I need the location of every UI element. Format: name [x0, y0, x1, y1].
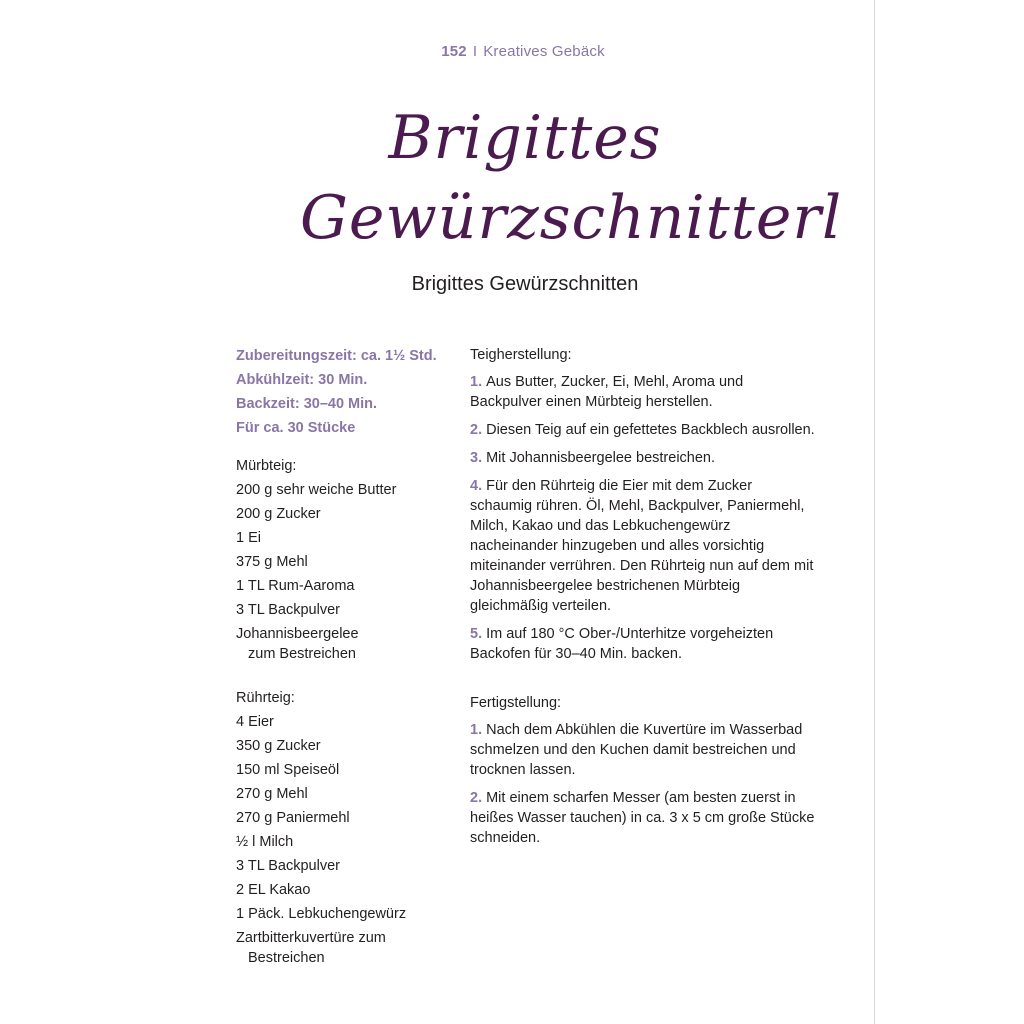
step-text: Aus Butter, Zucker, Ei, Mehl, Aroma und Backpulver einen Mürbteig herstellen. — [470, 374, 744, 410]
script-title-line1: Brigittes — [388, 103, 662, 173]
prep-time: Zubereitungszeit: ca. 1½ Std. — [236, 348, 437, 364]
chapter-title: Kreatives Gebäck — [483, 43, 605, 60]
instruction-step — [470, 624, 815, 664]
ingredient-item: 1 Ei — [236, 530, 261, 546]
teigherstellung-heading: Teigherstellung: — [470, 347, 572, 363]
ingredient-item: 150 ml Speiseöl — [236, 762, 340, 778]
step-number: 1. — [470, 374, 483, 390]
step-text: Mit einem scharfen Messer (am besten zuerst in heißes Wasser tauchen) in ca. 3 x 5 cm große Stücke schneiden. — [470, 790, 815, 846]
step-number: 1. — [470, 722, 483, 738]
ingredient-item: 3 TL Backpulver — [236, 858, 340, 874]
step-text: Diesen Teig auf ein gefettetes Backblech ausrollen. — [486, 422, 815, 438]
instruction-step — [470, 788, 815, 848]
ingredient-item — [236, 622, 456, 666]
ingredient-item: 350 g Zucker — [236, 738, 321, 754]
cooling-time: Abkühlzeit: 30 Min. — [236, 372, 368, 388]
instruction-step — [470, 720, 815, 780]
ingredient-item: 200 g Zucker — [236, 506, 321, 522]
step-number: 2. — [470, 790, 483, 806]
instruction-step — [470, 372, 815, 412]
script-title-line2: Gewürzschnitterl — [300, 183, 843, 253]
muerbteig-heading: Mürbteig: — [236, 458, 297, 474]
ingredient-item — [236, 926, 456, 970]
step-number: 5. — [470, 626, 483, 642]
recipe-subtitle: Brigittes Gewürzschnitten — [411, 273, 639, 295]
ingredient-item: 375 g Mehl — [236, 554, 308, 570]
header-separator: I — [472, 43, 478, 60]
ingredients-column — [236, 344, 456, 970]
step-text: Mit Johannisbeergelee bestreichen. — [486, 450, 716, 466]
ingredient-item: 2 EL Kakao — [236, 882, 311, 898]
step-text: Im auf 180 °C Ober-/Unterhitze vorgeheizten Backofen für 30–40 Min. backen. — [470, 626, 774, 662]
running-head — [0, 43, 1024, 60]
ingredient-item: ½ l Milch — [236, 834, 294, 850]
ingredient-line: zum Bestreichen — [248, 646, 356, 662]
ingredient-item: 1 TL Rum-Aaroma — [236, 578, 355, 594]
ingredient-item: 200 g sehr weiche Butter — [236, 482, 397, 498]
instruction-step — [470, 448, 815, 468]
ingredient-line: Zartbitterkuvertüre zum — [236, 930, 386, 946]
step-number: 4. — [470, 478, 483, 494]
ingredient-item: 270 g Paniermehl — [236, 810, 350, 826]
ingredient-item: 3 TL Backpulver — [236, 602, 340, 618]
yield: Für ca. 30 Stücke — [236, 420, 356, 436]
instruction-step — [470, 420, 815, 440]
fertigstellung-heading: Fertigstellung: — [470, 695, 562, 711]
page-edge — [874, 0, 875, 1024]
ingredient-item: 4 Eier — [236, 714, 274, 730]
step-number: 3. — [470, 450, 483, 466]
step-text: Nach dem Abkühlen die Kuvertüre im Wasserbad schmelzen und den Kuchen damit bestreichen und trocknen lassen. — [470, 722, 803, 778]
page-number: 152 — [441, 43, 467, 60]
baking-time: Backzeit: 30–40 Min. — [236, 396, 378, 412]
ingredient-item: 270 g Mehl — [236, 786, 308, 802]
ingredient-line: Bestreichen — [248, 950, 325, 966]
instruction-step — [470, 476, 815, 616]
step-text: Für den Rührteig die Eier mit dem Zucker schaumig rühren. Öl, Mehl, Backpulver, Paniermehl, Milch, Kakao und das Lebkuchengewürz nacheinander hinzugeben und alles vorsichtig miteinander verrühren. Den Rührteig nun auf dem mit Johannisbeergelee bestrichenen Mürbteig gleichmäßig verteilen. — [470, 478, 814, 614]
recipe-meta — [236, 344, 456, 440]
ruehrteig-heading: Rührteig: — [236, 690, 295, 706]
step-number: 2. — [470, 422, 483, 438]
ingredient-line: Johannisbeergelee — [236, 626, 359, 642]
ingredient-item: 1 Päck. Lebkuchengewürz — [236, 906, 407, 922]
instructions-column — [470, 344, 815, 856]
